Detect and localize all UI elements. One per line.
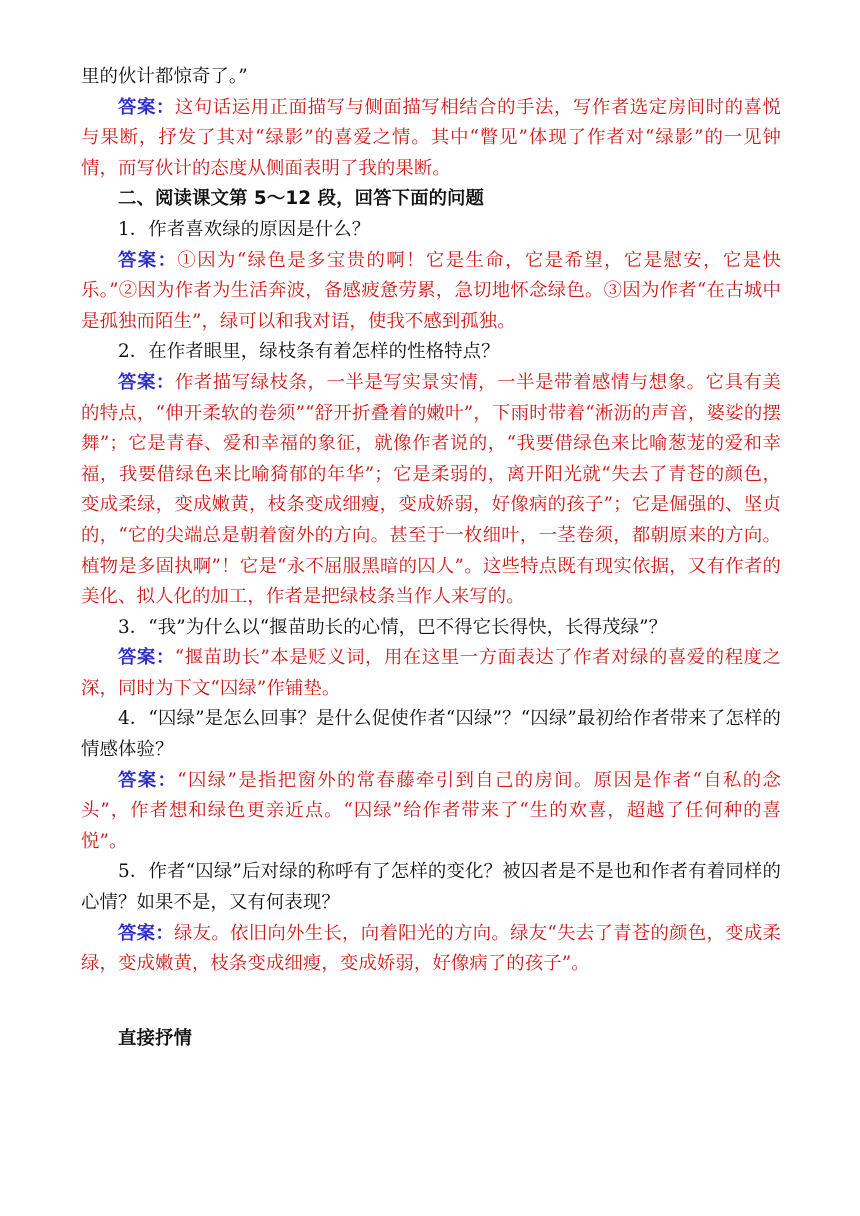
answer-label: 答案： (118, 769, 178, 791)
spacer (81, 980, 781, 1024)
answer-text: ①因为“绿色是多宝贵的啊！它是生命，它是希望，它是慰安，它是快乐。”②因为作者为生活奔波，备感疲惫劳累，急切地怀念绿色。③因为作者“在古城中是孤独而陌生”，绿可以和我对语，使我不感到孤独。 (81, 249, 781, 332)
question-5: 5．作者“囚绿”后对绿的称呼有了怎样的变化？被囚者是不是也和作者有着同样的心情？如果不是，又有何表现？ (81, 861, 781, 914)
answer-paragraph-4 (81, 766, 781, 858)
section-heading: 二、阅读课文第 5～12 段，回答下面的问题 (118, 188, 485, 210)
footer-heading: 直接抒情 (118, 1027, 192, 1049)
answer-paragraph-2 (81, 368, 781, 613)
answer-paragraph (81, 93, 781, 185)
answer-text: “囚绿”是指把窗外的常春藤牵引到自己的房间。原因是作者“自私的念头”，作者想和绿色更亲近点。“囚绿”给作者带来了“生的欢喜，超越了任何种的喜悦”。 (81, 769, 781, 852)
answer-text: “揠苗助长”本是贬义词，用在这里一方面表达了作者对绿的喜爱的程度之深，同时为下文“囚绿”作铺垫。 (81, 647, 781, 699)
answer-label: 答案： (118, 647, 175, 669)
answer-text: 这句话运用正面描写与侧面描写相结合的手法，写作者选定房间时的喜悦与果断，抒发了其对“绿影”的喜爱之情。其中“瞥见”体现了作者对“绿影”的一见钟情，而写伙计的态度从侧面表明了我的果断。 (81, 96, 781, 179)
question-4: 4．“囚绿”是怎么回事？是什么促使作者“囚绿”？“囚绿”最初给作者带来了怎样的情感体验？ (81, 708, 781, 761)
answer-paragraph-3 (81, 643, 781, 704)
question-3: 3．“我”为什么以“揠苗助长的心情，巴不得它长得快，长得茂绿”？ (118, 616, 668, 638)
answer-paragraph-5 (81, 919, 781, 980)
answer-text: 绿友。依旧向外生长，向着阳光的方向。绿友“失去了青苍的颜色，变成柔绿，变成嫩黄，枝条变成细瘦，变成娇弱，好像病了的孩子”。 (81, 922, 781, 975)
document-page (81, 62, 781, 1054)
answer-label: 答案： (118, 922, 175, 944)
answer-label: 答案： (118, 371, 175, 393)
answer-label: 答案： (118, 96, 175, 118)
answer-paragraph-1 (81, 246, 781, 338)
answer-label: 答案： (118, 249, 178, 271)
question-2: 2．在作者眼里，绿枝条有着怎样的性格特点？ (118, 341, 500, 363)
question-1: 1．作者喜欢绿的原因是什么？ (118, 218, 371, 240)
answer-text: 作者描写绿枝条，一半是写实景实情，一半是带着感情与想象。它具有美的特点，“伸开柔软的卷须”“舒开折叠着的嫩叶”，下雨时带着“淅沥的声音，婆娑的摆舞”；它是青春、爱和幸福的象征，就像作者说的，“我要借绿色来比喻葱茏的爱和幸福，我要借绿色来比喻猗郁的年华”；它是柔弱的，离开阳光就“失去了青苍的颜色，变成柔绿，变成嫩黄，枝条变成细瘦，变成娇弱，好像病的孩子”；它是倔强的、坚贞的，“它的尖端总是朝着窗外的方向。甚至于一枚细叶，一茎卷须，都朝原来的方向。植物是多固执啊”！它是“永不屈服黑暗的囚人”。这些特点既有现实依据，又有作者的美化、拟人化的加工，作者是把绿枝条当作人来写的。 (81, 371, 781, 608)
intro-tail-text: 里的伙计都惊奇了。” (81, 66, 248, 87)
